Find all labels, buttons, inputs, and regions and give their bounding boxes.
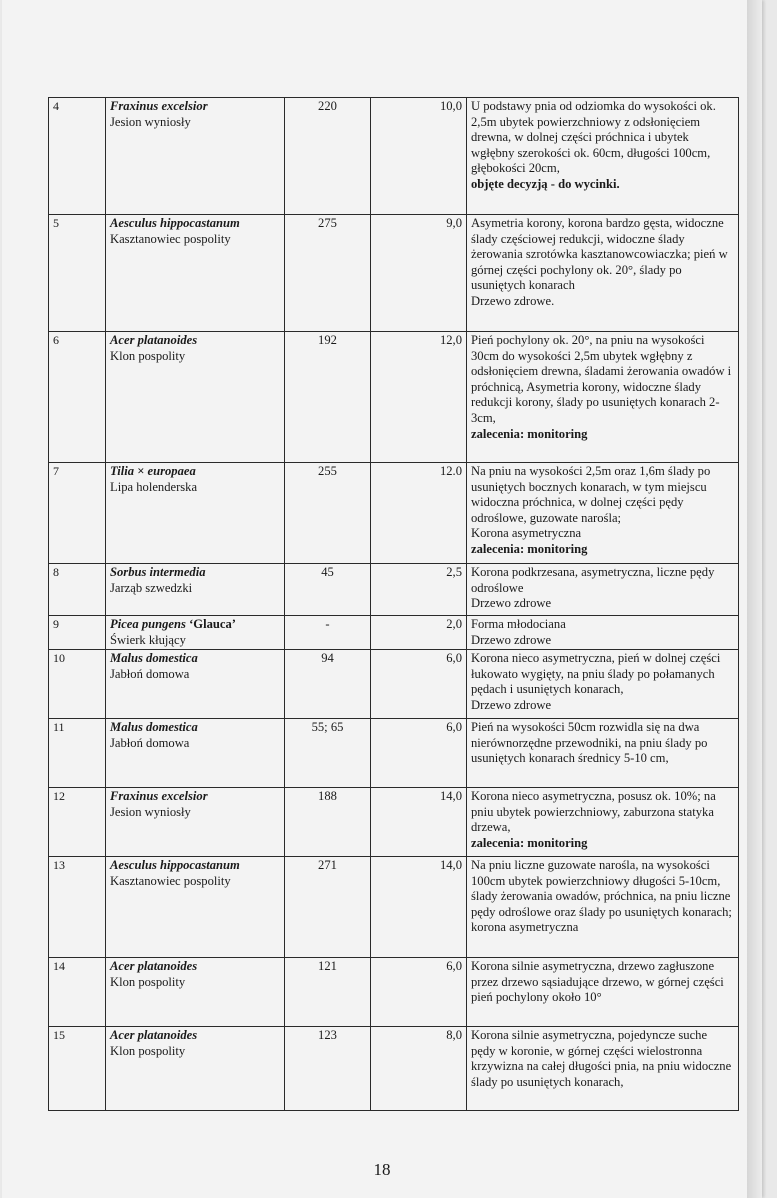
species-cell — [106, 958, 285, 1027]
description-cell — [467, 98, 739, 215]
description-text: Forma młodociana — [471, 617, 566, 631]
species-cell — [106, 332, 285, 463]
tree-height: 8,0 — [371, 1027, 467, 1111]
tree-number: 7 — [49, 463, 106, 564]
page-number: 18 — [373, 1160, 391, 1179]
crown-condition: Korona asymetryczna — [471, 526, 582, 541]
tree-condition: Drzewo zdrowe — [471, 697, 552, 712]
latin-name: Tilia × europaea — [110, 464, 196, 478]
tree-height: 14,0 — [371, 857, 467, 958]
tree-number: 9 — [49, 616, 106, 650]
species-cell — [106, 98, 285, 215]
trunk-circumference: 94 — [285, 650, 371, 719]
recommendation: zalecenia: monitoring — [471, 541, 588, 556]
table-row — [49, 463, 739, 564]
description-cell — [467, 332, 739, 463]
description-cell — [467, 463, 739, 564]
trunk-circumference: 220 — [285, 98, 371, 215]
common-name: Jabłoń domowa — [110, 735, 190, 750]
tree-height: 6,0 — [371, 958, 467, 1027]
description-text: Korona silnie asymetryczna, pojedyncze suche pędy w koronie, w górnej części wielostronna krzywizna na całej długości pnia, na pniu widoczne ślady po usuniętych konarach, — [471, 1028, 732, 1089]
tree-condition: Drzewo zdrowe. — [471, 293, 555, 308]
tree-number: 6 — [49, 332, 106, 463]
description-text: Na pniu na wysokości 2,5m oraz 1,6m ślady po usuniętych bocznych konarach, w tym miejscu widoczna próchnica, w dolnej części pędy odroślowe, guzowate narośla; — [471, 464, 711, 525]
table-row — [49, 1027, 739, 1111]
tree-number: 10 — [49, 650, 106, 719]
description-cell — [467, 564, 739, 616]
description-cell — [467, 857, 739, 958]
tree-number: 8 — [49, 564, 106, 616]
trunk-circumference: 275 — [285, 215, 371, 332]
table-row — [49, 958, 739, 1027]
description-cell — [467, 616, 739, 650]
description-text: Korona silnie asymetryczna, drzewo zagłuszone przez drzewo sąsiadujące drzewo, w górnej części pień pochylony około 10° — [471, 959, 724, 1005]
common-name: Jabłoń domowa — [110, 666, 190, 681]
common-name: Jarząb szwedzki — [110, 580, 193, 595]
species-cell — [106, 650, 285, 719]
species-cell — [106, 719, 285, 788]
trunk-circumference: 271 — [285, 857, 371, 958]
tree-height: 2,5 — [371, 564, 467, 616]
description-cell — [467, 1027, 739, 1111]
latin-name: Fraxinus excelsior — [110, 99, 208, 113]
common-name: Świerk kłujący — [110, 632, 186, 647]
table-row — [49, 332, 739, 463]
table-row — [49, 616, 739, 650]
tree-condition: Drzewo zdrowe — [471, 632, 552, 647]
species-cell — [106, 788, 285, 857]
latin-name: Malus domestica — [110, 651, 198, 665]
common-name: Kasztanowiec pospolity — [110, 231, 231, 246]
species-cell — [106, 857, 285, 958]
recommendation: objęte decyzją - do wycinki. — [471, 176, 620, 191]
species-cell — [106, 564, 285, 616]
tree-condition: Drzewo zdrowe — [471, 596, 552, 611]
description-text: Pień pochylony ok. 20°, na pniu na wysokości 30cm do wysokości 2,5m ubytek wgłębny z odsłonięciem drewna, śladami żerowania owadów i próchnicą, Asymetria korony, widoczne ślady redukcji korony, ślady po usuniętych konarach 2-3cm, — [471, 333, 732, 425]
species-cell — [106, 616, 285, 650]
table-row — [49, 650, 739, 719]
common-name: Jesion wyniosły — [110, 804, 191, 819]
tree-height: 10,0 — [371, 98, 467, 215]
trunk-circumference: 188 — [285, 788, 371, 857]
common-name: Klon pospolity — [110, 1043, 186, 1058]
latin-name: Acer platanoides — [110, 333, 198, 347]
tree-number: 11 — [49, 719, 106, 788]
description-text: Asymetria korony, korona bardzo gęsta, widoczne ślady częściowej redukcji, widoczne ślady żerowania szrotówka kasztanowcowiaczka; pień w górnej części pochylony ok. 20°, ślady po usuniętych konarach — [471, 216, 728, 293]
trunk-circumference: - — [285, 616, 371, 650]
description-text: Korona nieco asymetryczna, pień w dolnej części łukowato wygięty, na pniu ślady po połamanych pędach i usuniętych konarach, — [471, 651, 721, 697]
species-cell — [106, 1027, 285, 1111]
table-row — [49, 857, 739, 958]
table-body — [49, 98, 739, 1111]
trunk-circumference: 192 — [285, 332, 371, 463]
description-cell — [467, 650, 739, 719]
latin-name: Acer platanoides — [110, 959, 198, 973]
table-row — [49, 788, 739, 857]
common-name: Klon pospolity — [110, 974, 186, 989]
common-name: Jesion wyniosły — [110, 114, 191, 129]
tree-height: 9,0 — [371, 215, 467, 332]
tree-inventory-table — [48, 97, 739, 1111]
trunk-circumference: 123 — [285, 1027, 371, 1111]
tree-number: 12 — [49, 788, 106, 857]
latin-name: Malus domestica — [110, 720, 198, 734]
table-row — [49, 564, 739, 616]
cultivar-name: ‘Glauca’ — [189, 617, 236, 631]
description-cell — [467, 719, 739, 788]
tree-height: 6,0 — [371, 719, 467, 788]
latin-name: Aesculus hippocastanum — [110, 858, 240, 872]
description-text: Korona nieco asymetryczna, posusz ok. 10%; na pniu ubytek powierzchniowy, zaburzona statyka drzewa, — [471, 789, 716, 835]
table-row — [49, 215, 739, 332]
trunk-circumference: 121 — [285, 958, 371, 1027]
trunk-circumference: 255 — [285, 463, 371, 564]
trunk-circumference: 45 — [285, 564, 371, 616]
tree-number: 5 — [49, 215, 106, 332]
document-page — [2, 0, 762, 1198]
description-cell — [467, 788, 739, 857]
common-name: Kasztanowiec pospolity — [110, 873, 231, 888]
latin-name: Aesculus hippocastanum — [110, 216, 240, 230]
latin-name: Picea pungens — [110, 617, 186, 631]
trunk-circumference: 55; 65 — [285, 719, 371, 788]
latin-name: Fraxinus excelsior — [110, 789, 208, 803]
species-cell — [106, 215, 285, 332]
recommendation: zalecenia: monitoring — [471, 835, 588, 850]
tree-height: 2,0 — [371, 616, 467, 650]
common-name: Lipa holenderska — [110, 479, 198, 494]
description-cell — [467, 215, 739, 332]
tree-height: 14,0 — [371, 788, 467, 857]
description-text: Pień na wysokości 50cm rozwidla się na dwa nierównorzędne przewodniki, na pniu ślady po usuniętych konarach średnicy 5-10 cm, — [471, 720, 708, 766]
tree-number: 15 — [49, 1027, 106, 1111]
tree-number: 13 — [49, 857, 106, 958]
page-edge — [747, 0, 762, 1198]
latin-name: Sorbus intermedia — [110, 565, 206, 579]
table-row — [49, 98, 739, 215]
tree-height: 12,0 — [371, 332, 467, 463]
tree-height: 6,0 — [371, 650, 467, 719]
table-row — [49, 719, 739, 788]
description-cell — [467, 958, 739, 1027]
tree-number: 4 — [49, 98, 106, 215]
description-text: Na pniu liczne guzowate narośla, na wysokości 100cm ubytek powierzchniowy długości 5-10cm, ślady żerowania owadów, próchnica, na pniu liczne pędy odroślowe oraz ślady po usuniętych konarach; korona asymetryczna — [471, 858, 732, 935]
latin-name: Acer platanoides — [110, 1028, 198, 1042]
recommendation: zalecenia: monitoring — [471, 426, 588, 441]
species-cell — [106, 463, 285, 564]
description-text: Korona podkrzesana, asymetryczna, liczne pędy odroślowe — [471, 565, 715, 595]
tree-number: 14 — [49, 958, 106, 1027]
description-text: U podstawy pnia od odziomka do wysokości ok. 2,5m ubytek powierzchniowy z odsłonięciem drewna, w dolnej części próchnica i ubytek wgłębny szerokości ok. 60cm, długości 100cm, głębokości 20cm, — [471, 99, 716, 176]
common-name: Klon pospolity — [110, 348, 186, 363]
tree-height: 12.0 — [371, 463, 467, 564]
